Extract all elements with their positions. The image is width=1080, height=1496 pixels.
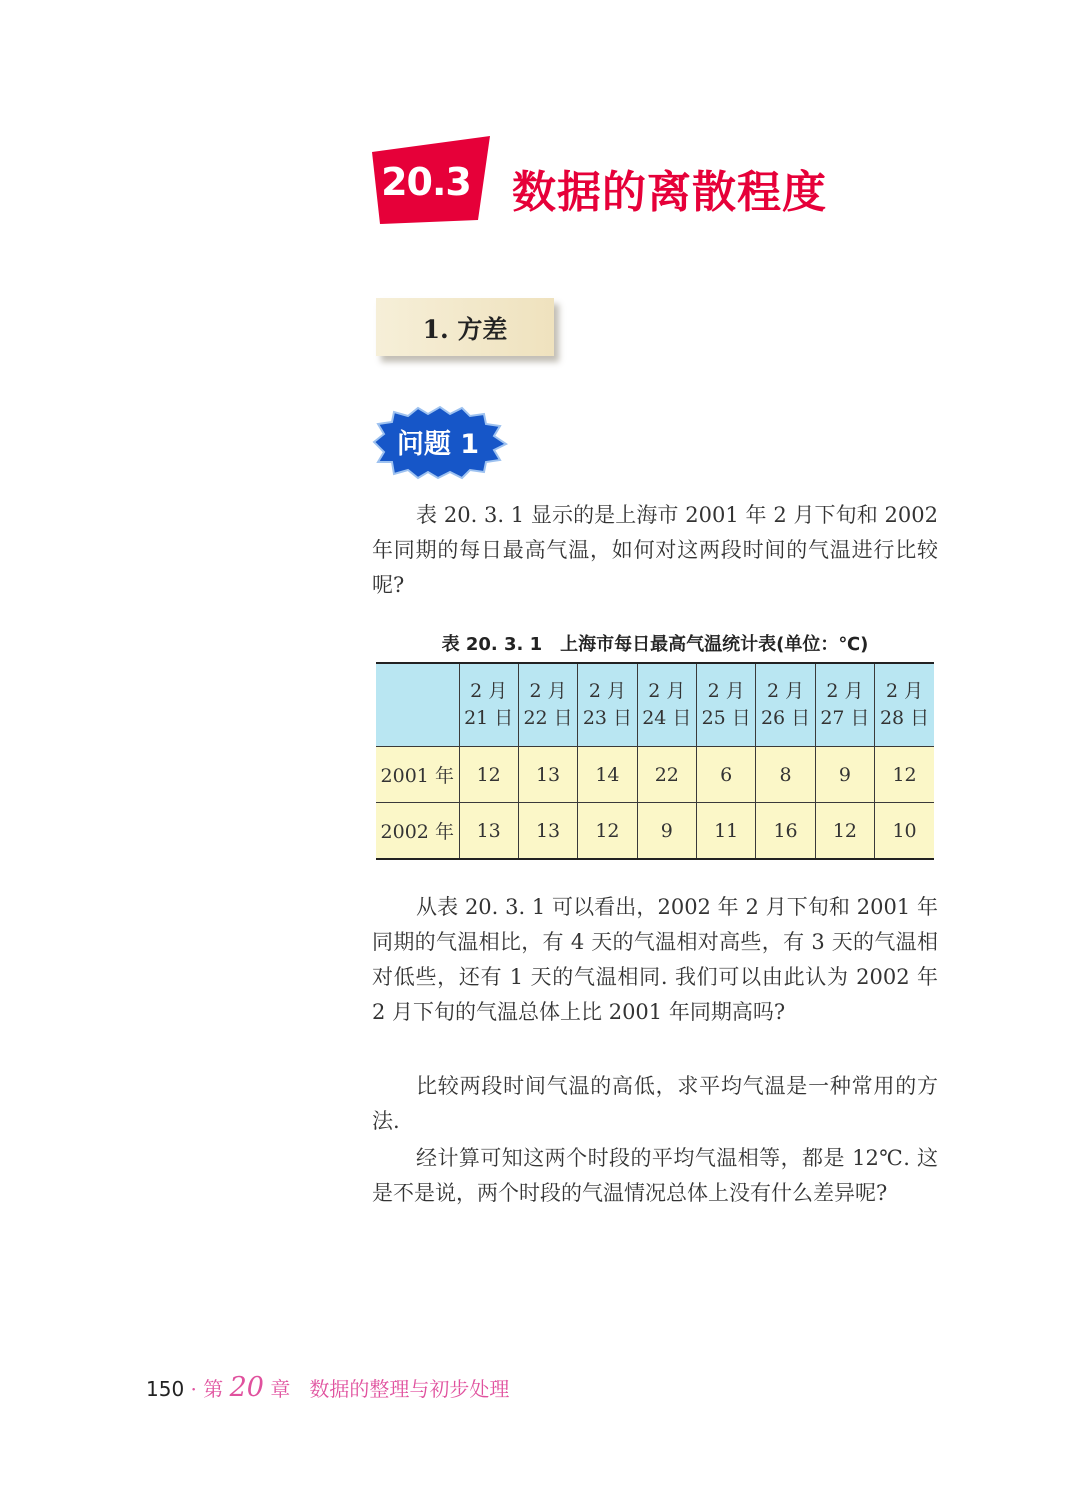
chapter-number: 20 <box>229 1372 264 1403</box>
section-title: 数据的离散程度 <box>512 167 827 218</box>
table-cell: 6 <box>697 747 756 803</box>
paragraph-comparison: 从表 20. 3. 1 可以看出，2002 年 2 月下旬和 2001 年同期的气温相比，有 4 天的气温相对高些，有 3 天的气温相对低些，还有 1 天的气温相同. 我们可以由此认为 2002 年 2 月下旬的气温总体上比 2001 年同期高吗? <box>372 895 938 1024</box>
page-number: 150 <box>146 1377 185 1401</box>
header-cell: 2 月 26 日 <box>756 663 815 747</box>
table-cell: 8 <box>756 747 815 803</box>
table-cell: 16 <box>756 803 815 860</box>
paragraph-method: 比较两段时间气温的高低，求平均气温是一种常用的方法. <box>372 1074 938 1133</box>
table-cell: 13 <box>518 747 577 803</box>
table-cell: 12 <box>875 747 934 803</box>
temperature-table <box>376 662 934 860</box>
chapter-title: 数据的整理与初步处理 <box>309 1377 510 1401</box>
row-label: 2001 年 <box>376 747 459 803</box>
table-cell: 14 <box>578 747 637 803</box>
table-cell: 12 <box>459 747 518 803</box>
page-footer <box>146 1372 509 1403</box>
table-cell: 13 <box>459 803 518 860</box>
table-cell: 9 <box>815 747 874 803</box>
header-cell: 2 月 28 日 <box>875 663 934 747</box>
chapter-suffix: 章 <box>270 1377 291 1401</box>
footer-separator: · <box>190 1377 197 1401</box>
table-cell: 9 <box>637 803 696 860</box>
header-cell: 2 月 21 日 <box>459 663 518 747</box>
table-cell: 13 <box>518 803 577 860</box>
header-cell: 2 月 25 日 <box>697 663 756 747</box>
table-cell: 10 <box>875 803 934 860</box>
problem-label: 问题 1 <box>396 429 480 460</box>
header-cell: 2 月 22 日 <box>518 663 577 747</box>
row-label: 2002 年 <box>376 803 459 860</box>
header-cell: 2 月 24 日 <box>637 663 696 747</box>
chapter-prefix: 第 <box>203 1377 224 1401</box>
header-corner-cell <box>376 663 459 747</box>
table-cell: 22 <box>637 747 696 803</box>
table-header-row <box>376 663 934 747</box>
header-cell: 2 月 27 日 <box>815 663 874 747</box>
paragraph-average: 经计算可知这两个时段的平均气温相等，都是 12℃. 这是不是说，两个时段的气温情况总体上没有什么差异呢? <box>372 1146 938 1205</box>
subsection-label: 1. 方差 <box>422 315 508 344</box>
table-row <box>376 747 934 803</box>
table-caption: 表 20. 3. 1 上海市每日最高气温统计表(单位：℃) <box>441 634 869 655</box>
header-cell: 2 月 23 日 <box>578 663 637 747</box>
table-cell: 11 <box>697 803 756 860</box>
section-number: 20.3 <box>381 160 471 204</box>
table-row <box>376 803 934 860</box>
table-cell: 12 <box>578 803 637 860</box>
table-cell: 12 <box>815 803 874 860</box>
problem-statement: 表 20. 3. 1 显示的是上海市 2001 年 2 月下旬和 2002 年同期的每日最高气温，如何对这两段时间的气温进行比较呢? <box>372 503 938 597</box>
